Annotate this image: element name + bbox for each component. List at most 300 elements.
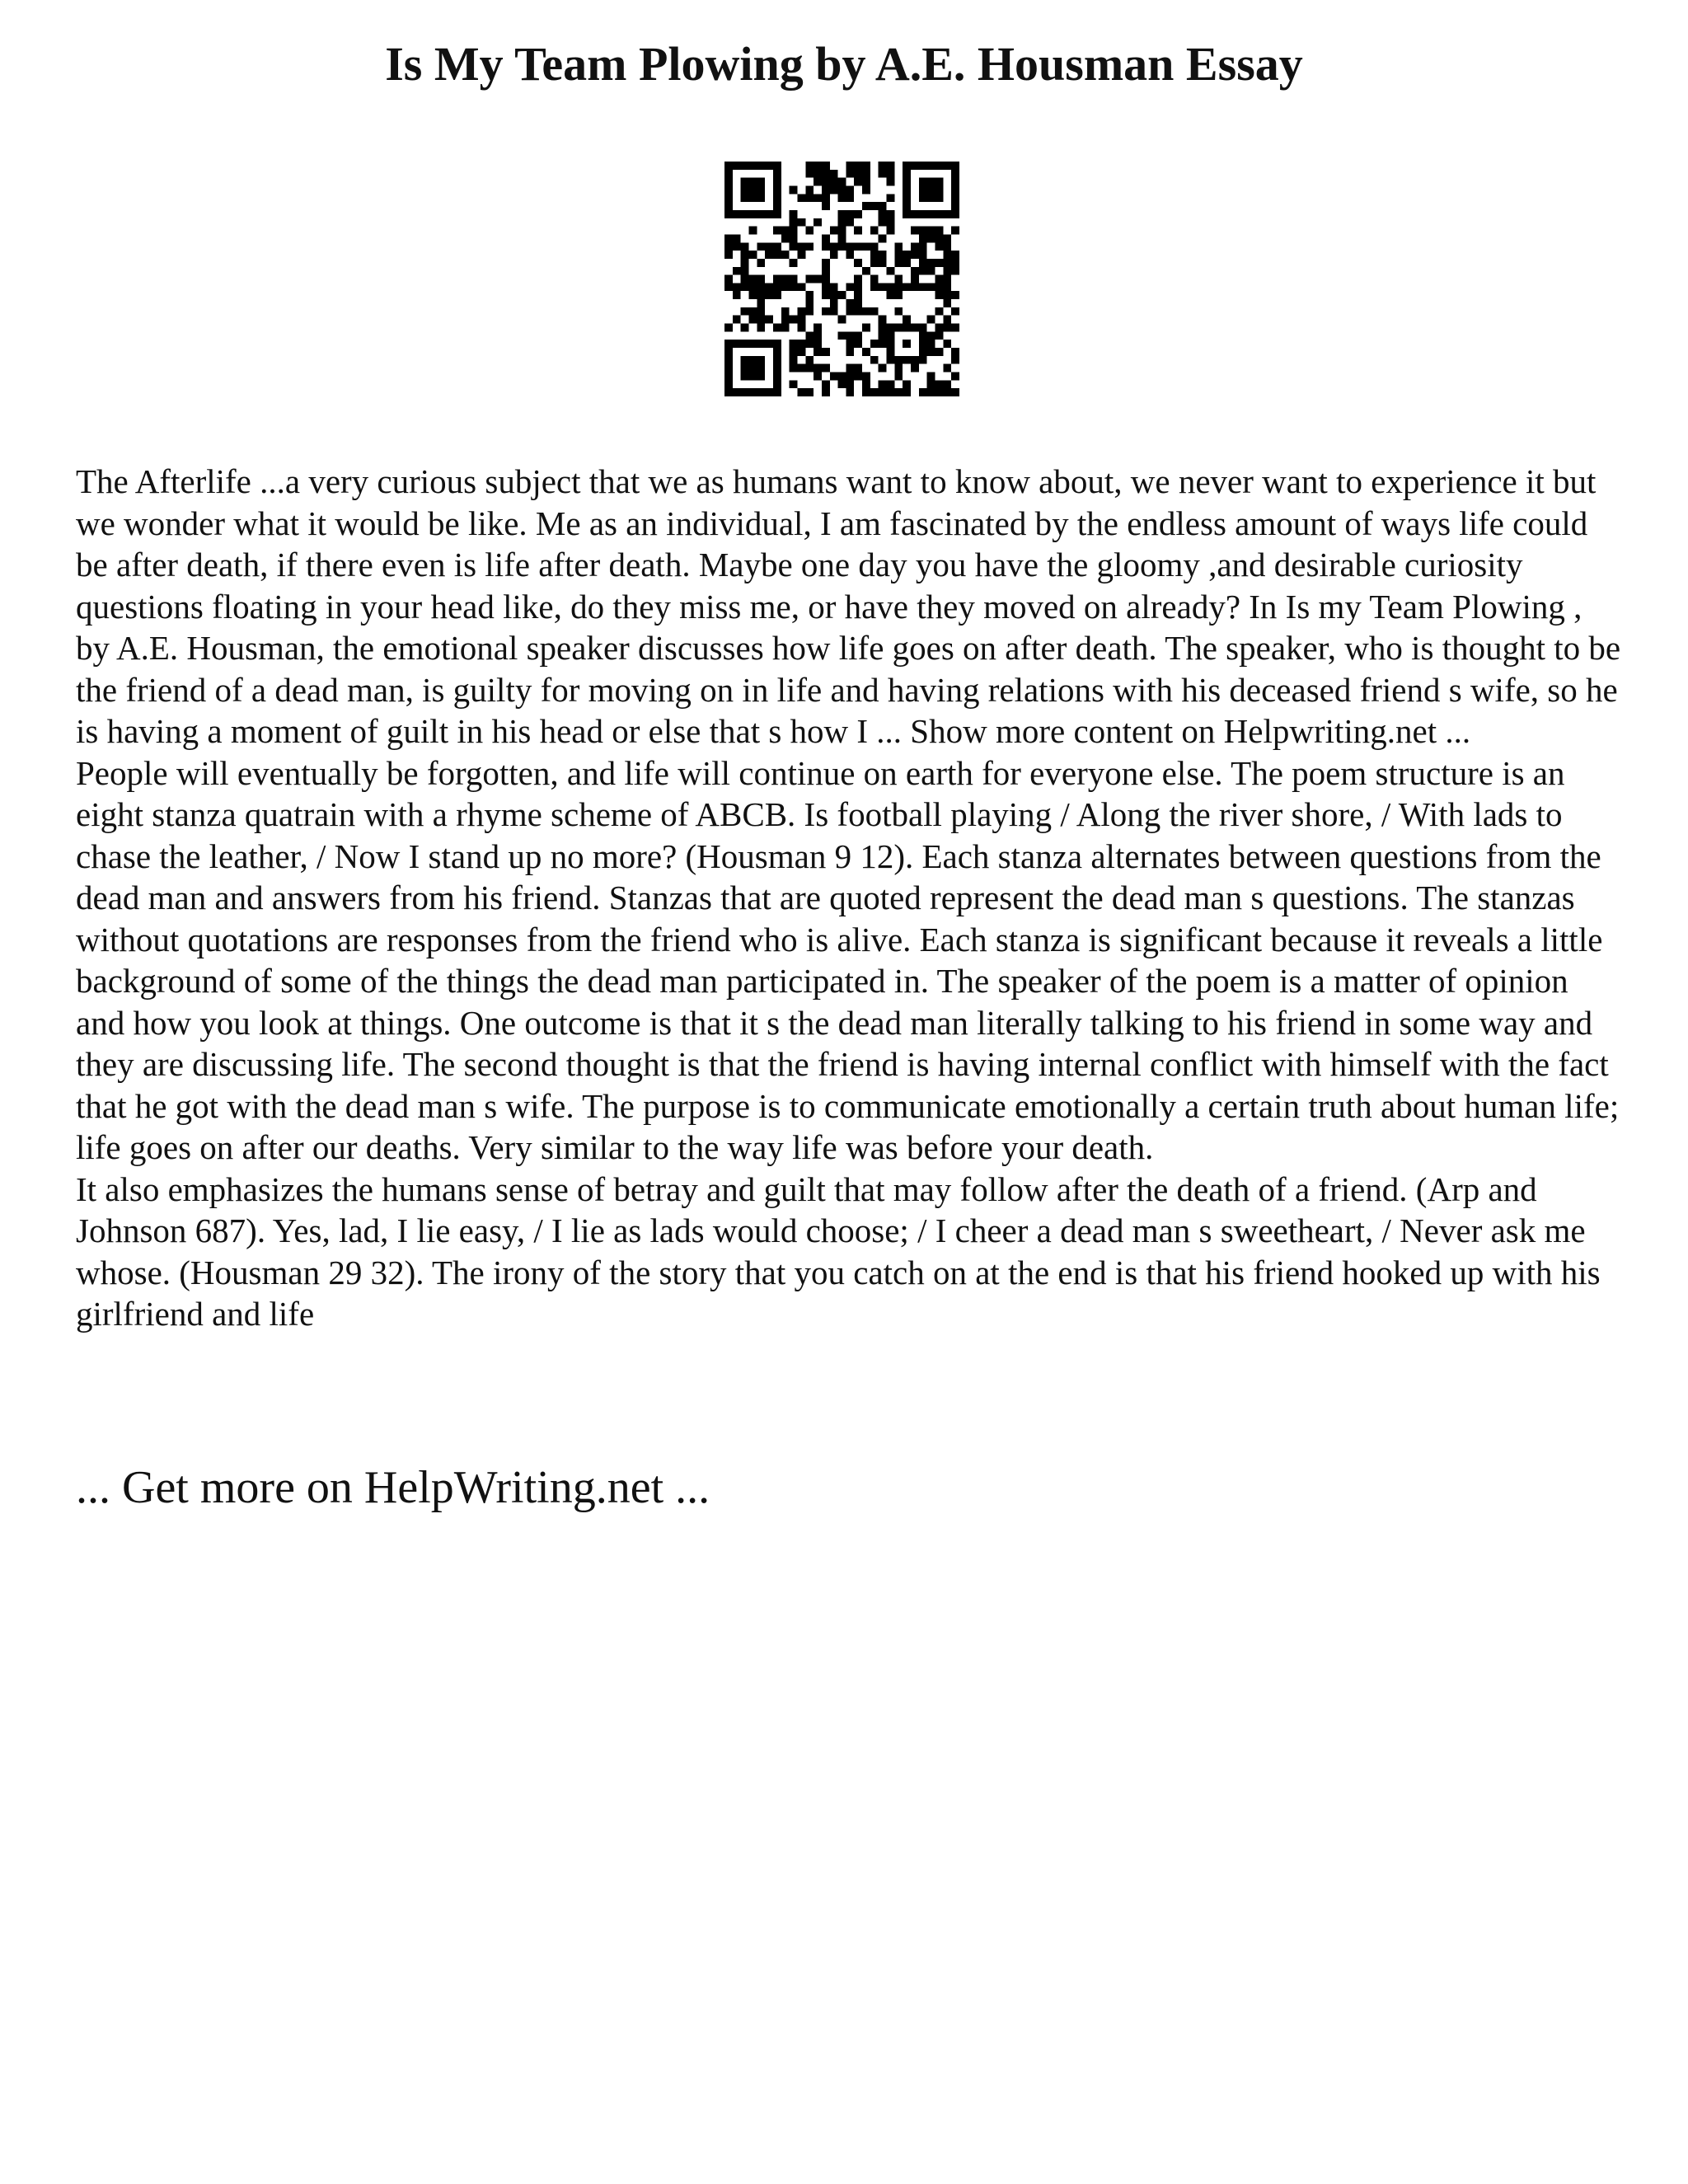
qr-module <box>935 162 944 170</box>
qr-module <box>822 202 830 210</box>
qr-module <box>911 364 919 373</box>
qr-module <box>733 162 741 170</box>
qr-module <box>765 283 773 291</box>
essay-paragraph-2: People will eventually be forgotten, and life will continue on earth for everyone else. The poem structure is an eight stanza quatrain with a rhyme scheme of ABCB. Is football playing / Along the river shore, / With lads to chase the leather, / Now I stand up no more? (Housman 9 12). Each stanza alternates between questions from the dead man and answers from his friend. Stanzas that are quoted represent the dead man s questions. The stanzas without quotations are responses from the friend who is alive. Each stanza is significant because it reveals a little background of some of the things the dead man participated in. The speaker of the poem is a matter of opinion and how you look at things. One outcome is that it s the dead man literally talking to his friend in some way and they are discussing life. The second thought is that the friend is having internal conflict with himself with the fact that he got with the dead man s wife. The purpose is to communicate emotionally a certain truth about human life; life goes on after our deaths. Very similar to the way life was before your death. <box>76 753 1620 1166</box>
qr-module <box>887 170 895 178</box>
qr-module <box>822 275 830 284</box>
qr-module <box>879 316 887 324</box>
qr-module <box>894 242 903 251</box>
qr-module <box>911 267 919 275</box>
qr-module <box>854 259 862 267</box>
qr-module <box>797 364 805 373</box>
qr-module <box>773 324 781 332</box>
qr-module <box>879 259 887 267</box>
qr-module <box>822 162 830 170</box>
qr-module <box>757 299 765 307</box>
qr-module <box>870 227 879 235</box>
qr-module <box>805 291 814 299</box>
qr-module <box>927 380 935 388</box>
qr-module <box>773 185 781 194</box>
qr-module <box>846 251 854 259</box>
qr-module <box>741 185 749 194</box>
qr-module <box>862 373 870 381</box>
qr-module <box>935 388 944 396</box>
qr-module <box>862 307 870 316</box>
qr-module <box>862 380 870 388</box>
qr-module <box>846 170 854 178</box>
qr-module <box>741 307 749 316</box>
qr-module <box>951 324 959 332</box>
qr-module <box>838 291 846 299</box>
qr-module <box>748 283 757 291</box>
qr-module <box>790 234 798 242</box>
qr-module <box>797 194 805 202</box>
qr-module <box>741 364 749 373</box>
qr-module <box>838 242 846 251</box>
qr-module <box>814 364 822 373</box>
qr-module <box>887 380 895 388</box>
qr-module <box>951 373 959 381</box>
qr-module <box>887 210 895 218</box>
qr-module <box>814 170 822 178</box>
qr-module <box>790 242 798 251</box>
qr-module <box>862 162 870 170</box>
qr-module <box>862 348 870 356</box>
qr-module <box>748 316 757 324</box>
qr-module <box>903 210 911 218</box>
qr-module <box>724 210 733 218</box>
qr-module <box>757 364 765 373</box>
qr-module <box>741 162 749 170</box>
qr-module <box>927 210 935 218</box>
qr-module <box>935 227 944 235</box>
qr-module <box>724 202 733 210</box>
qr-module <box>805 275 814 284</box>
qr-module <box>870 275 879 284</box>
qr-module <box>805 162 814 170</box>
qr-module <box>919 210 927 218</box>
qr-module <box>927 194 935 202</box>
qr-module <box>927 162 935 170</box>
qr-module <box>879 340 887 348</box>
qr-module <box>830 185 838 194</box>
qr-module <box>805 388 814 396</box>
qr-module <box>822 178 830 186</box>
qr-module <box>838 185 846 194</box>
qr-module <box>846 380 854 388</box>
qr-module <box>830 178 838 186</box>
qr-module <box>919 185 927 194</box>
qr-module <box>724 283 733 291</box>
qr-module <box>903 340 911 348</box>
qr-module <box>911 324 919 332</box>
qr-module <box>814 331 822 340</box>
qr-module <box>862 267 870 275</box>
qr-module <box>765 316 773 324</box>
qr-module <box>781 324 790 332</box>
qr-module <box>724 380 733 388</box>
qr-module <box>724 170 733 178</box>
qr-module <box>927 340 935 348</box>
qr-module <box>724 340 733 348</box>
qr-module <box>733 267 741 275</box>
qr-module <box>927 373 935 381</box>
qr-module <box>805 356 814 364</box>
qr-module <box>814 348 822 356</box>
qr-module <box>830 251 838 259</box>
qr-module <box>911 283 919 291</box>
qr-module <box>935 307 944 316</box>
qr-module <box>846 331 854 340</box>
qr-module <box>951 251 959 259</box>
essay-paragraph-1: The Afterlife ...a very curious subject that we as humans want to know about, we never want to experience it but we wonder what it would be like. Me as an individual, I am fascinated by the endless amount of ways life could be after death, if there even is life after death. Maybe one day you have the gloomy ,and desirable curiosity questions floating in your head like, do they miss me, or have they moved on already? In Is my Team Plowing , by A.E. Housman, the emotional speaker discusses how life goes on after death. The speaker, who is thought to be the friend of a dead man, is guilty for moving on in life and having relations with his deceased friend s wife, so he is having a moment of guilt in his head or else that s how I ... Show more content on Helpwriting.net ... <box>76 462 1621 750</box>
qr-module <box>879 331 887 340</box>
qr-module <box>846 210 854 218</box>
qr-module <box>814 275 822 284</box>
qr-module <box>830 227 838 235</box>
qr-module <box>733 283 741 291</box>
qr-module <box>830 242 838 251</box>
qr-module <box>790 380 798 388</box>
qr-module <box>854 178 862 186</box>
qr-module <box>757 259 765 267</box>
qr-module <box>797 324 805 332</box>
qr-module <box>935 242 944 251</box>
qr-module <box>887 283 895 291</box>
qr-module <box>822 364 830 373</box>
qr-module <box>927 227 935 235</box>
qr-module <box>765 388 773 396</box>
qr-module <box>822 348 830 356</box>
qr-module <box>748 364 757 373</box>
qr-module <box>854 162 862 170</box>
qr-module <box>757 210 765 218</box>
qr-module <box>943 210 951 218</box>
qr-module <box>773 356 781 364</box>
qr-module <box>951 170 959 178</box>
qr-module <box>838 316 846 324</box>
qr-module <box>887 162 895 170</box>
qr-module <box>724 348 733 356</box>
qr-module <box>854 275 862 284</box>
qr-module <box>724 275 733 284</box>
qr-code-icon <box>724 162 959 396</box>
qr-module <box>927 267 935 275</box>
qr-module <box>927 331 935 340</box>
qr-module <box>838 331 846 340</box>
qr-module <box>951 162 959 170</box>
qr-module <box>887 348 895 356</box>
qr-module <box>903 316 911 324</box>
qr-module <box>919 162 927 170</box>
qr-module <box>935 291 944 299</box>
qr-module <box>748 178 757 186</box>
qr-module <box>854 373 862 381</box>
qr-module <box>879 218 887 227</box>
qr-module <box>781 307 790 316</box>
qr-module <box>724 178 733 186</box>
qr-module <box>943 299 951 307</box>
qr-module <box>741 210 749 218</box>
qr-module <box>765 291 773 299</box>
qr-module <box>919 283 927 291</box>
qr-module <box>797 242 805 251</box>
get-more-link[interactable]: ... Get more on HelpWriting.net ... <box>76 1462 710 1513</box>
qr-module <box>879 170 887 178</box>
qr-module <box>919 178 927 186</box>
qr-module <box>879 202 887 210</box>
qr-module <box>724 324 733 332</box>
qr-module <box>862 178 870 186</box>
qr-module <box>773 388 781 396</box>
qr-module <box>951 194 959 202</box>
qr-module <box>773 242 781 251</box>
qr-module <box>935 283 944 291</box>
qr-module <box>757 316 765 324</box>
qr-module <box>846 299 854 307</box>
qr-module <box>919 227 927 235</box>
qr-module <box>724 234 733 242</box>
qr-module <box>724 356 733 364</box>
qr-module <box>862 324 870 332</box>
qr-module <box>935 210 944 218</box>
qr-module <box>879 324 887 332</box>
qr-module <box>846 388 854 396</box>
qr-module <box>822 259 830 267</box>
qr-module <box>879 380 887 388</box>
qr-module <box>790 283 798 291</box>
qr-module <box>830 299 838 307</box>
qr-module <box>838 194 846 202</box>
qr-module <box>870 388 879 396</box>
qr-module <box>854 331 862 340</box>
qr-module <box>911 242 919 251</box>
qr-module <box>943 259 951 267</box>
qr-module <box>773 373 781 381</box>
qr-module <box>724 162 733 170</box>
qr-module <box>927 316 935 324</box>
qr-module <box>951 388 959 396</box>
qr-module <box>854 291 862 299</box>
qr-module <box>814 218 822 227</box>
qr-module <box>838 373 846 381</box>
qr-module <box>943 291 951 299</box>
qr-module <box>854 299 862 307</box>
qr-module <box>870 356 879 364</box>
qr-module <box>846 218 854 227</box>
qr-module <box>911 210 919 218</box>
qr-module <box>943 340 951 348</box>
qr-module <box>862 388 870 396</box>
qr-module <box>773 275 781 284</box>
qr-module <box>741 194 749 202</box>
essay-paragraph-3: It also emphasizes the humans sense of betray and guilt that may follow after the death of a friend. (Arp and Johnson 687). Yes, lad, I lie easy, / I lie as lads would choose; / I cheer a dead man s sweetheart, / Never ask me whose. (Housman 29 32). The irony of the story that you catch on at the end is that his friend hooked up with his girlfriend and life <box>76 1169 1601 1333</box>
qr-module <box>919 340 927 348</box>
qr-module <box>757 291 765 299</box>
qr-module <box>741 340 749 348</box>
qr-module <box>927 348 935 356</box>
qr-module <box>773 251 781 259</box>
qr-module <box>757 324 765 332</box>
qr-module <box>887 194 895 202</box>
qr-module <box>903 356 911 364</box>
qr-module <box>862 242 870 251</box>
qr-module <box>814 324 822 332</box>
qr-module <box>797 218 805 227</box>
qr-module <box>765 210 773 218</box>
qr-module <box>757 283 765 291</box>
qr-module <box>773 170 781 178</box>
qr-module <box>846 242 854 251</box>
qr-module <box>903 170 911 178</box>
qr-module <box>781 227 790 235</box>
qr-module <box>919 388 927 396</box>
qr-module <box>927 185 935 194</box>
qr-module <box>814 373 822 381</box>
qr-module <box>830 373 838 381</box>
qr-module <box>846 185 854 194</box>
qr-module <box>879 162 887 170</box>
qr-module <box>724 194 733 202</box>
qr-module <box>894 324 903 332</box>
qr-module <box>773 283 781 291</box>
qr-module <box>911 162 919 170</box>
qr-module <box>870 340 879 348</box>
qr-module <box>741 324 749 332</box>
qr-module <box>846 348 854 356</box>
qr-module <box>846 340 854 348</box>
qr-module <box>773 291 781 299</box>
qr-module <box>870 242 879 251</box>
qr-module <box>919 194 927 202</box>
qr-module <box>887 340 895 348</box>
qr-module <box>903 324 911 332</box>
qr-module <box>870 283 879 291</box>
qr-module <box>870 307 879 316</box>
qr-module <box>903 388 911 396</box>
qr-module <box>724 185 733 194</box>
qr-module <box>951 178 959 186</box>
qr-module <box>805 307 814 316</box>
qr-module <box>894 388 903 396</box>
qr-module <box>790 218 798 227</box>
essay-body <box>76 461 1621 1335</box>
qr-module <box>879 251 887 259</box>
qr-module <box>773 162 781 170</box>
qr-module <box>903 162 911 170</box>
qr-module <box>830 307 838 316</box>
qr-module <box>781 275 790 284</box>
qr-module <box>797 316 805 324</box>
qr-module <box>741 275 749 284</box>
qr-module <box>781 234 790 242</box>
qr-module <box>765 162 773 170</box>
qr-module <box>903 194 911 202</box>
qr-module <box>733 291 741 299</box>
qr-module <box>822 170 830 178</box>
qr-module <box>927 388 935 396</box>
qr-module <box>887 356 895 364</box>
qr-module <box>894 307 903 316</box>
qr-module <box>765 340 773 348</box>
qr-module <box>943 234 951 242</box>
qr-module <box>854 210 862 218</box>
qr-module <box>748 356 757 364</box>
qr-module <box>838 210 846 218</box>
qr-module <box>951 210 959 218</box>
qr-module <box>879 388 887 396</box>
qr-module <box>838 218 846 227</box>
qr-module <box>805 331 814 340</box>
qr-module <box>805 185 814 194</box>
qr-module <box>887 178 895 186</box>
qr-module <box>748 194 757 202</box>
qr-module <box>943 275 951 284</box>
qr-module <box>741 259 749 267</box>
qr-module <box>830 291 838 299</box>
qr-module <box>757 388 765 396</box>
qr-module <box>943 267 951 275</box>
qr-module <box>951 307 959 316</box>
qr-module <box>838 178 846 186</box>
qr-module <box>733 210 741 218</box>
qr-module <box>741 267 749 275</box>
qr-module <box>887 388 895 396</box>
qr-module <box>911 227 919 235</box>
qr-module <box>951 348 959 356</box>
qr-code-graphic <box>724 162 959 396</box>
qr-module <box>838 380 846 388</box>
qr-module <box>943 283 951 291</box>
qr-module <box>927 234 935 242</box>
qr-module <box>724 388 733 396</box>
qr-module <box>854 170 862 178</box>
qr-module <box>919 324 927 332</box>
qr-module <box>748 210 757 218</box>
qr-module <box>822 291 830 299</box>
qr-module <box>724 373 733 381</box>
qr-module <box>741 242 749 251</box>
qr-module <box>822 307 830 316</box>
qr-module <box>733 316 741 324</box>
qr-module <box>773 210 781 218</box>
qr-module <box>862 170 870 178</box>
qr-module <box>748 251 757 259</box>
qr-module <box>805 364 814 373</box>
qr-module <box>733 388 741 396</box>
qr-module <box>781 251 790 259</box>
qr-module <box>887 218 895 227</box>
qr-module <box>757 307 765 316</box>
qr-module <box>741 356 749 364</box>
qr-module <box>903 178 911 186</box>
qr-module <box>911 275 919 284</box>
qr-module <box>887 267 895 275</box>
qr-module <box>797 283 805 291</box>
qr-module <box>854 364 862 373</box>
qr-module <box>854 242 862 251</box>
qr-module <box>846 364 854 373</box>
qr-module <box>790 348 798 356</box>
qr-module <box>846 162 854 170</box>
qr-module <box>748 162 757 170</box>
qr-module <box>943 162 951 170</box>
qr-module <box>765 251 773 259</box>
page-title: Is My Team Plowing by A.E. Housman Essay <box>385 37 1303 91</box>
qr-module <box>919 348 927 356</box>
qr-module <box>903 380 911 388</box>
qr-module <box>814 340 822 348</box>
